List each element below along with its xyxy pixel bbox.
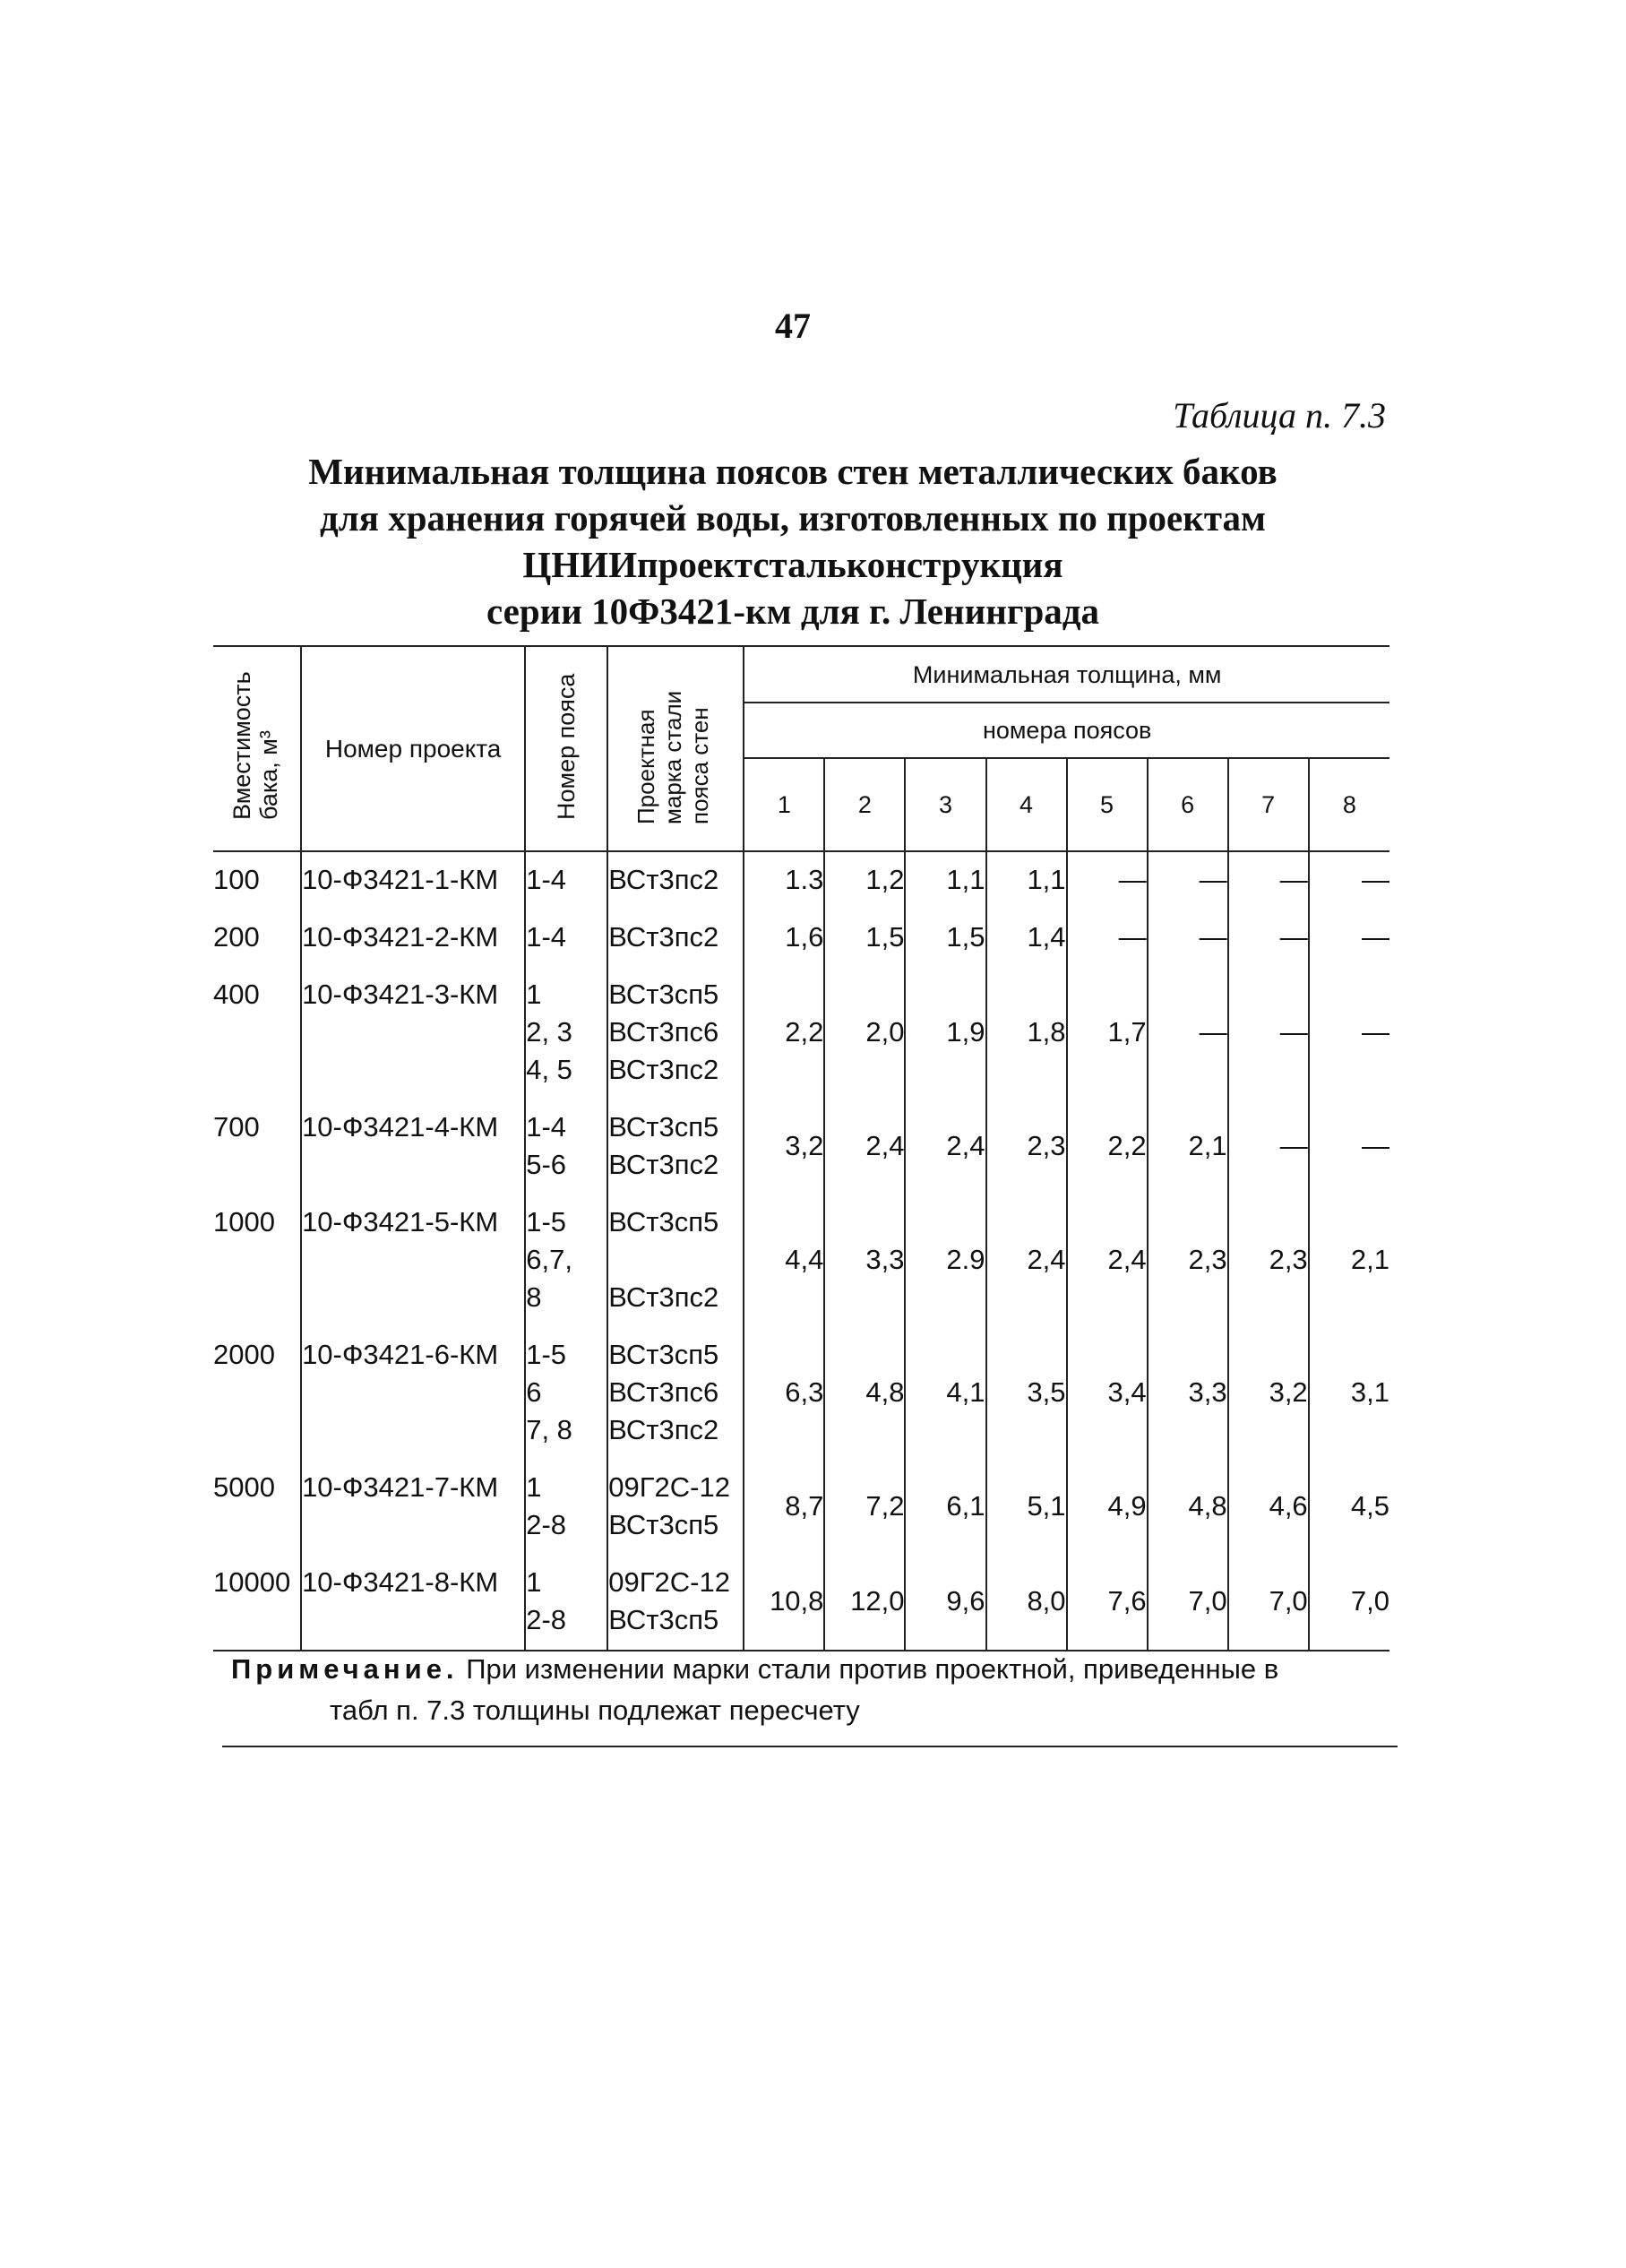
cell-thickness: 1,2 — [824, 851, 905, 910]
cell-thickness: 4,4 — [744, 1194, 824, 1327]
steel-grade: ВСт3пс6 — [608, 1376, 719, 1408]
table-row — [213, 1460, 1389, 1555]
belt-number: 1 — [526, 1471, 542, 1503]
cell-belt — [525, 1460, 607, 1555]
cell-thickness: 2,4 — [905, 1100, 985, 1194]
belt-number: 1 — [526, 979, 542, 1010]
cell-steel — [607, 1327, 744, 1460]
cell-thickness: 5,1 — [986, 1460, 1067, 1555]
cell-thickness: 2,1 — [1148, 1100, 1228, 1194]
cell-thickness: 1,7 — [1067, 967, 1148, 1100]
steel-grade: ВСт3сп5 — [608, 1206, 719, 1237]
table-row — [213, 1100, 1389, 1194]
header-steel-text: Проектная марка стали пояса стен — [632, 690, 714, 824]
cell-thickness: — — [1228, 851, 1309, 910]
cell-thickness: — — [1228, 967, 1309, 1100]
belt-number: 1-4 — [526, 864, 567, 895]
cell-thickness: 2,1 — [1309, 1194, 1389, 1327]
steel-grade: ВСт3пс2 — [608, 1149, 719, 1180]
cell-steel — [607, 1100, 744, 1194]
cell-thickness: — — [1148, 910, 1228, 967]
cell-thickness: 2,2 — [744, 967, 824, 1100]
cell-capacity: 400 — [213, 979, 260, 1010]
cell-capacity: 100 — [213, 864, 260, 895]
table-header — [213, 647, 1389, 851]
header-steel — [607, 647, 744, 851]
cell-thickness: — — [1309, 1100, 1389, 1194]
steel-grade: 09Г2С-12 — [608, 1471, 730, 1503]
cell-thickness: 7,0 — [1148, 1555, 1228, 1651]
header-belt-col: 5 — [1067, 758, 1148, 851]
steel-grade: ВСт3пс2 — [608, 1281, 719, 1313]
bottom-rule — [222, 1746, 1398, 1747]
belt-number: 6 — [526, 1376, 542, 1408]
cell-thickness: 2,4 — [986, 1194, 1067, 1327]
note-line-1 — [231, 1649, 1396, 1690]
cell-thickness: — — [1309, 967, 1389, 1100]
cell-thickness: 1,9 — [905, 967, 985, 1100]
cell-thickness: 4,6 — [1228, 1460, 1309, 1555]
thickness-table — [213, 647, 1389, 1651]
cell-capacity: 200 — [213, 921, 260, 953]
note-text-2: табл п. 7.3 толщины подлежат пересчету — [330, 1695, 860, 1726]
note-text-1: При изменении марки стали против проектной, приведенные в — [466, 1653, 1279, 1685]
table-row — [213, 851, 1389, 910]
belt-number: 2, 3 — [526, 1016, 572, 1048]
table-title — [206, 448, 1380, 634]
header-belt — [525, 647, 607, 851]
cell-thickness: 3,2 — [744, 1100, 824, 1194]
header-belt-col: 7 — [1228, 758, 1309, 851]
header-belt-col: 3 — [905, 758, 985, 851]
cell-thickness: 2,4 — [1067, 1194, 1148, 1327]
cell-thickness: 2.9 — [905, 1194, 985, 1327]
table-title-line: для хранения горячей воды, изготовленных по проектам — [320, 497, 1266, 539]
steel-grade: ВСт3пс6 — [608, 1016, 719, 1048]
header-min-thickness: Минимальная толщина, мм — [744, 647, 1389, 703]
cell-thickness: 10,8 — [744, 1555, 824, 1651]
cell-thickness: 2,3 — [1148, 1194, 1228, 1327]
belt-number: 7, 8 — [526, 1414, 572, 1445]
cell-capacity: 1000 — [213, 1206, 275, 1237]
cell-steel — [607, 1555, 744, 1651]
cell-thickness: 7,0 — [1228, 1555, 1309, 1651]
note-label: Примечание. — [231, 1653, 459, 1685]
cell-thickness: 1,5 — [824, 910, 905, 967]
header-belt-col: 1 — [744, 758, 824, 851]
steel-grade: 09Г2С-12 — [608, 1566, 730, 1598]
cell-belt — [525, 1555, 607, 1651]
cell-thickness: 2,2 — [1067, 1100, 1148, 1194]
cell-thickness: 1,6 — [744, 910, 824, 967]
belt-number: 1 — [526, 1566, 542, 1598]
cell-steel — [607, 967, 744, 1100]
belt-number: 1-5 — [526, 1206, 567, 1237]
cell-thickness: — — [1228, 1100, 1309, 1194]
steel-grade: ВСт3пс2 — [608, 864, 719, 895]
cell-thickness: 8,7 — [744, 1460, 824, 1555]
cell-thickness: 7,2 — [824, 1460, 905, 1555]
cell-steel — [607, 910, 744, 967]
cell-thickness: — — [1309, 851, 1389, 910]
cell-thickness: 3,3 — [824, 1194, 905, 1327]
cell-belt — [525, 967, 607, 1100]
header-belt-col: 4 — [986, 758, 1067, 851]
belt-number: 5-6 — [526, 1149, 567, 1180]
header-belt-col: 8 — [1309, 758, 1389, 851]
steel-grade: ВСт3пс2 — [608, 1414, 719, 1445]
table-note — [231, 1649, 1396, 1731]
cell-thickness: — — [1148, 967, 1228, 1100]
steel-grade: ВСт3пс2 — [608, 921, 719, 953]
cell-thickness: 7,6 — [1067, 1555, 1148, 1651]
belt-number: 2-8 — [526, 1604, 567, 1635]
cell-thickness: 7,0 — [1309, 1555, 1389, 1651]
table-row — [213, 1327, 1389, 1460]
cell-thickness: 1,1 — [986, 851, 1067, 910]
cell-project: 10-Ф3421-5-КМ — [301, 1194, 525, 1327]
cell-thickness: 2,0 — [824, 967, 905, 1100]
cell-capacity: 2000 — [213, 1339, 275, 1370]
steel-grade: ВСт3сп5 — [608, 979, 719, 1010]
cell-thickness: 9,6 — [905, 1555, 985, 1651]
cell-belt — [525, 1100, 607, 1194]
table-body — [213, 851, 1389, 1651]
cell-thickness: 1,4 — [986, 910, 1067, 967]
belt-number: 1-4 — [526, 921, 567, 953]
table-row — [213, 1555, 1389, 1651]
belt-number: 2-8 — [526, 1509, 567, 1540]
cell-thickness: 3,5 — [986, 1327, 1067, 1460]
cell-thickness: 1,1 — [905, 851, 985, 910]
belt-number: 6,7, — [526, 1244, 572, 1275]
cell-capacity: 10000 — [213, 1555, 301, 1651]
cell-thickness: 4,5 — [1309, 1460, 1389, 1555]
cell-thickness: — — [1309, 910, 1389, 967]
belt-number: 4, 5 — [526, 1054, 572, 1085]
cell-belt — [525, 1194, 607, 1327]
cell-thickness: 3,3 — [1148, 1327, 1228, 1460]
cell-project: 10-Ф3421-7-КМ — [301, 1460, 525, 1555]
table-label: Таблица п. 7.3 — [1173, 395, 1386, 435]
cell-project: 10-Ф3421-8-КМ — [301, 1555, 525, 1651]
header-capacity — [213, 647, 301, 851]
cell-thickness: 4,1 — [905, 1327, 985, 1460]
header-belt-text: Номер пояса — [553, 673, 581, 820]
cell-project: 10-Ф3421-6-КМ — [301, 1327, 525, 1460]
cell-thickness: 1,8 — [986, 967, 1067, 1100]
steel-grade: ВСт3сп5 — [608, 1509, 719, 1540]
page-number: 47 — [775, 306, 811, 346]
table-title-line: серии 10Ф3421-км для г. Ленинграда — [486, 591, 1100, 632]
cell-thickness: 4,8 — [824, 1327, 905, 1460]
belt-number: 1-5 — [526, 1339, 567, 1370]
cell-steel — [607, 851, 744, 910]
cell-project: 10-Ф3421-2-КМ — [301, 910, 525, 967]
cell-project: 10-Ф3421-4-КМ — [301, 1100, 525, 1194]
cell-thickness: 3,2 — [1228, 1327, 1309, 1460]
cell-steel — [607, 1460, 744, 1555]
header-belt-col: 6 — [1148, 758, 1228, 851]
steel-grade: ВСт3сп5 — [608, 1339, 719, 1370]
steel-grade: ВСт3сп5 — [608, 1604, 719, 1635]
cell-thickness: 8,0 — [986, 1555, 1067, 1651]
cell-thickness: 12,0 — [824, 1555, 905, 1651]
table-row — [213, 967, 1389, 1100]
cell-thickness: 4,8 — [1148, 1460, 1228, 1555]
cell-thickness: — — [1148, 851, 1228, 910]
cell-thickness: 1.3 — [744, 851, 824, 910]
cell-thickness: 1,5 — [905, 910, 985, 967]
cell-thickness: 2,3 — [1228, 1194, 1309, 1327]
cell-project: 10-Ф3421-1-КМ — [301, 851, 525, 910]
cell-thickness: 6,1 — [905, 1460, 985, 1555]
belt-number: 8 — [526, 1281, 542, 1313]
cell-thickness: — — [1067, 910, 1148, 967]
header-project: Номер проекта — [301, 647, 525, 851]
cell-thickness: 2,3 — [986, 1100, 1067, 1194]
cell-thickness: 6,3 — [744, 1327, 824, 1460]
cell-belt — [525, 851, 607, 910]
cell-thickness: 4,9 — [1067, 1460, 1148, 1555]
header-belt-numbers: номера поясов — [744, 703, 1389, 758]
cell-thickness: 3,1 — [1309, 1327, 1389, 1460]
table-row — [213, 910, 1389, 967]
cell-project: 10-Ф3421-3-КМ — [301, 967, 525, 1100]
header-belt-col: 2 — [824, 758, 905, 851]
table-title-line: ЦНИИпроектстальконструкция — [522, 544, 1063, 585]
cell-steel — [607, 1194, 744, 1327]
cell-thickness: — — [1228, 910, 1309, 967]
cell-thickness: 2,4 — [824, 1100, 905, 1194]
steel-grade: ВСт3сп5 — [608, 1111, 719, 1143]
steel-grade: ВСт3пс2 — [608, 1054, 719, 1085]
table-row — [213, 1194, 1389, 1327]
cell-thickness: — — [1067, 851, 1148, 910]
header-capacity-text: Вместимость бака, м³ — [228, 670, 282, 820]
belt-number: 1-4 — [526, 1111, 567, 1143]
cell-belt — [525, 1327, 607, 1460]
cell-belt — [525, 910, 607, 967]
cell-thickness: 3,4 — [1067, 1327, 1148, 1460]
table-title-line: Минимальная толщина поясов стен металлических баков — [308, 451, 1278, 492]
cell-capacity: 700 — [213, 1111, 260, 1143]
steel-grade — [608, 1241, 743, 1279]
cell-capacity: 5000 — [213, 1471, 275, 1503]
